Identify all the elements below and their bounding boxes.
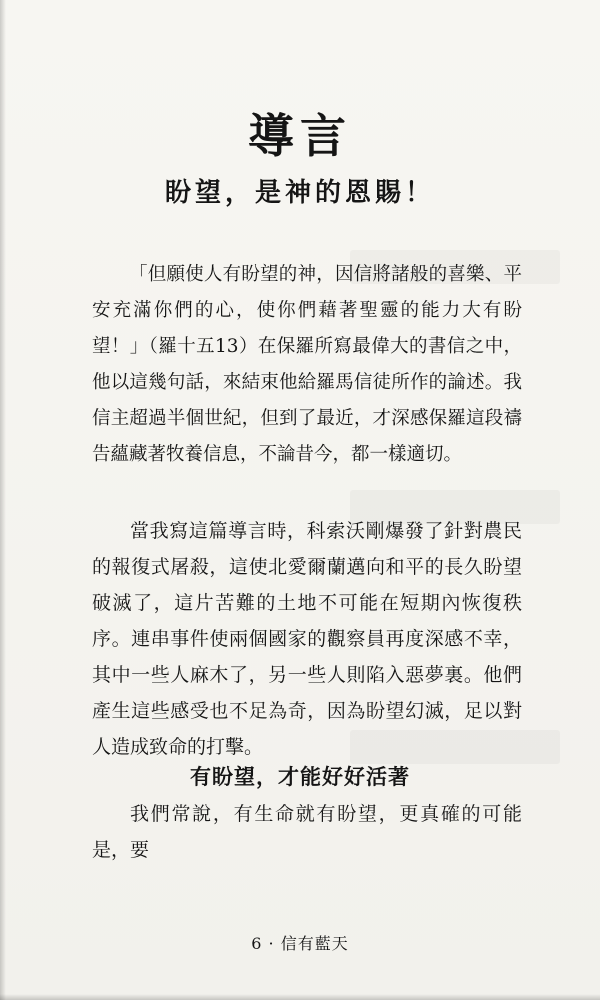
chapter-subtitle: 盼望，是神的恩賜！ xyxy=(164,178,435,208)
page-footer: 6 · 信有藍天 xyxy=(251,934,349,953)
chapter-title: 導言 xyxy=(248,109,352,163)
section-paragraph: 我們常說，有生命就有盼望，更真確的可能是，要 xyxy=(92,803,522,861)
page-edge-shadow xyxy=(0,994,600,1000)
paragraph-2: 當我寫這篇導言時，科索沃剛爆發了針對農民的報復式屠殺，這使北愛爾蘭邁向和平的長久盼望破滅了，這片苦難的土地不可能在短期內恢復秩序。連串事件使兩個國家的觀察員再度深感不幸，其中一些人麻木了，另一些人則陷入惡夢裏。他們產生這些感受也不足為奇，因為盼望幻滅，足以對人造成致命的打擊。 xyxy=(92,520,522,758)
paragraph-1: 「但願使人有盼望的神，因信將諸般的喜樂、平安充滿你們的心，使你們藉著聖靈的能力大有盼望！」（羅十五13）在保羅所寫最偉大的書信之中，他以這幾句話，來結束他給羅馬信徒所作的論述。我信主超過半個世紀，但到了最近，才深感保羅這段禱告蘊藏著牧養信息，不論昔今，都一樣適切。 xyxy=(92,264,522,465)
section-heading: 有盼望，才能好好活著 xyxy=(190,764,410,789)
